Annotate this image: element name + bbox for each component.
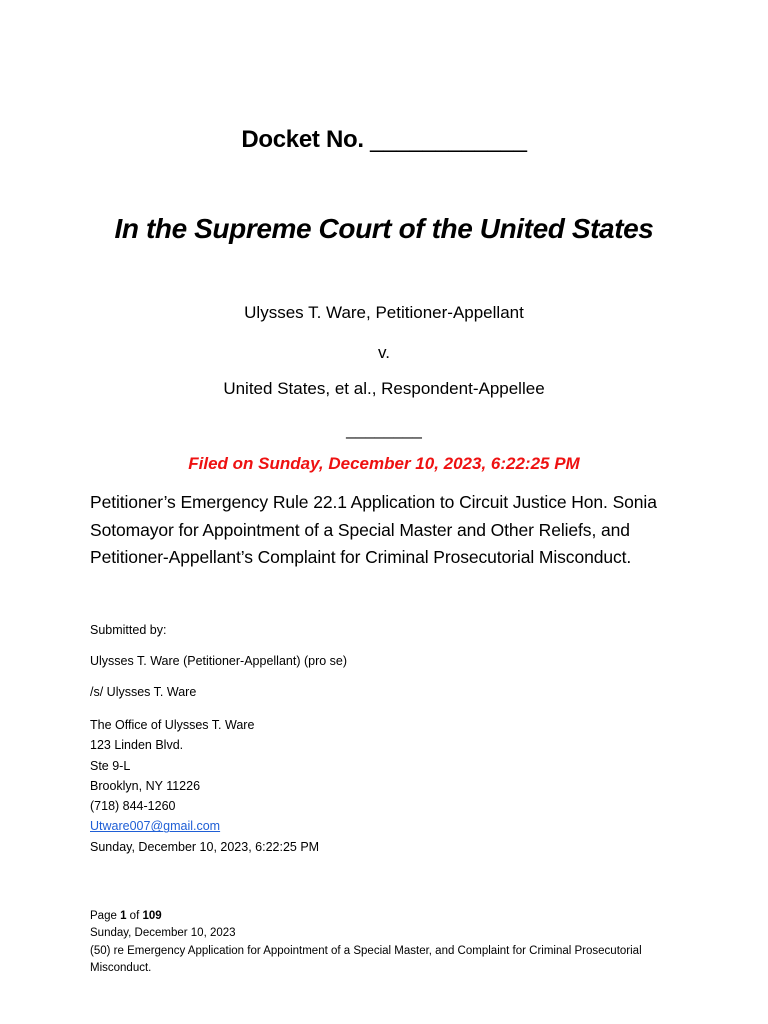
page-counter [90, 908, 690, 925]
submitted-by-label: Submitted by: [90, 623, 167, 637]
docket-number-blank: ____________ [370, 126, 527, 153]
docket-heading [0, 126, 768, 154]
caption-rule: ________ [346, 420, 422, 439]
page-word: Page [90, 910, 117, 922]
submission-datetime: Sunday, December 10, 2023, 6:22:25 PM [90, 839, 320, 854]
footer-date: Sunday, December 10, 2023 [90, 927, 236, 940]
filed-timestamp: Filed on Sunday, December 10, 2023, 6:22:25 PM [188, 454, 580, 473]
docket-label: Docket No. [241, 126, 364, 153]
of-word: of [129, 910, 140, 922]
page-total: 109 [142, 910, 162, 922]
address-suite: Ste 9-L [90, 758, 131, 773]
footer-description: (50) re Emergency Application for Appointment of a Special Master, and Complaint for Criminal Prosecutorial Misconduct. [90, 944, 642, 975]
address-street: 123 Linden Blvd. [90, 738, 184, 753]
page-number: 1 [120, 910, 127, 922]
submitter-name: Ulysses T. Ware (Petitioner-Appellant) (pro se) [90, 654, 348, 668]
document-title: Petitioner’s Emergency Rule 22.1 Application to Circuit Justice Hon. Sonia Sotomayor for Appointment of a Special Master and Other Reliefs, and Petitioner-Appellant’s Complaint for Criminal Prosecutorial Misconduct. [90, 492, 657, 567]
page-footer [90, 908, 690, 978]
caption-versus: v. [378, 343, 390, 362]
address-office: The Office of Ulysses T. Ware [90, 718, 255, 732]
address-city: Brooklyn, NY 11226 [90, 778, 201, 793]
court-title: In the Supreme Court of the United States [114, 213, 654, 244]
caption-respondent: United States, et al., Respondent-Appellee [223, 379, 545, 398]
address-phone: (718) 844-1260 [90, 799, 176, 814]
signature-line: /s/ Ulysses T. Ware [90, 685, 197, 699]
email-link[interactable]: Utware007@gmail.com [90, 819, 221, 834]
caption-petitioner: Ulysses T. Ware, Petitioner-Appellant [244, 303, 524, 322]
address-block [90, 715, 319, 857]
